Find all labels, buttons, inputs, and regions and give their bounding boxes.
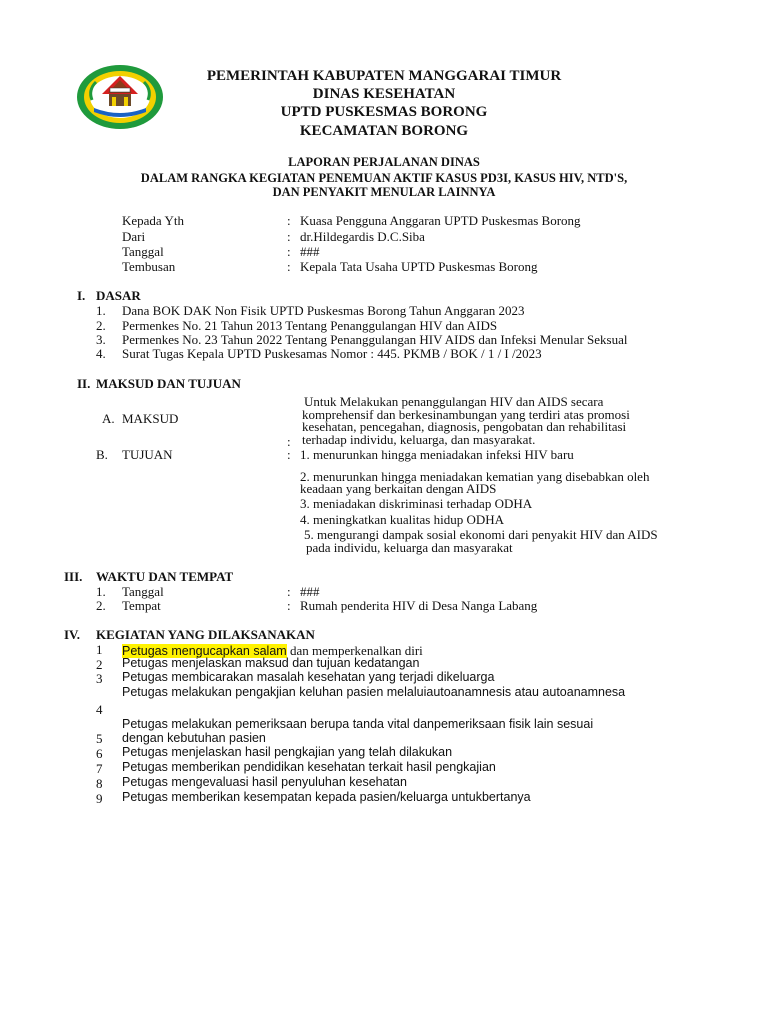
meta-sep: : (287, 229, 291, 244)
list-item: Permenkes No. 23 Tahun 2022 Tentang Penanggulangan HIV AIDS dan Infeksi Menular Seksual (122, 332, 628, 347)
list-number: 5 (96, 731, 103, 746)
list-item: Petugas melakukan pengakjian keluhan pasien melaluiautoanamnesis atau autoanamnesa (122, 685, 626, 699)
meta-value: Kuasa Pengguna Anggaran UPTD Puskesmas Borong (300, 213, 581, 228)
list-number: 8 (96, 776, 103, 791)
list-label: Tanggal (122, 584, 164, 599)
list-item: Petugas melakukan pemeriksaan berupa tanda vital danpemeriksaan fisik lain sesuai (122, 717, 594, 731)
list-item: Petugas menjelaskan hasil pengkajian yang telah dilakukan (122, 745, 453, 759)
list-item: Petugas memberikan pendidikan kesehatan terkait hasil pengkajian (122, 760, 496, 774)
list-item: Petugas memberikan kesempatan kepada pasien/keluarga untukbertanya (122, 790, 531, 804)
meta-label: Kepada Yth (122, 213, 184, 228)
tujuan-label: TUJUAN (122, 447, 173, 462)
header-line-2: DINAS KESEHATAN (312, 86, 456, 102)
list-number: 6 (96, 746, 103, 761)
maksud-text: Untuk Melakukan penanggulangan HIV dan AIDS secara (304, 394, 604, 409)
section-number: I. (77, 288, 86, 303)
meta-label: Dari (122, 229, 146, 244)
maksud-letter: A. (102, 411, 115, 426)
meta-value: dr.Hildegardis D.C.Siba (300, 229, 425, 244)
report-title: LAPORAN PERJALANAN DINAS (288, 155, 480, 169)
meta-label: Tembusan (122, 259, 176, 274)
section-heading: KEGIATAN YANG DILAKSANAKAN (96, 627, 315, 642)
tujuan-item: keadaan yang berkaitan dengan AIDS (300, 481, 497, 496)
section-heading: MAKSUD DAN TUJUAN (96, 376, 241, 391)
meta-sep: : (287, 259, 291, 274)
list-item-continued: dengan kebutuhan pasien (122, 731, 266, 745)
list-item: Petugas membicarakan masalah kesehatan yang terjadi dikeluarga (122, 670, 495, 684)
list-number: 9 (96, 791, 103, 806)
list-item: Permenkes No. 21 Tahun 2013 Tentang Penanggulangan HIV dan AIDS (122, 318, 498, 333)
tujuan-sep: : (287, 447, 291, 462)
section-heading: DASAR (96, 288, 141, 303)
maksud-label: MAKSUD (122, 411, 179, 426)
list-number: 4 (96, 702, 103, 717)
section-number: II. (77, 376, 91, 391)
header-line-3: UPTD PUSKESMAS BORONG (280, 104, 488, 120)
section-number: III. (64, 569, 83, 584)
tujuan-item: 2. menurunkan hingga meniadakan kematian yang disebabkan oleh (300, 469, 650, 484)
list-number: 7 (96, 761, 103, 776)
meta-label: Tanggal (122, 244, 164, 259)
list-number: 3. (96, 332, 106, 347)
list-item: Petugas mengevaluasi hasil penyuluhan kesehatan (122, 775, 407, 789)
meta-value: Kepala Tata Usaha UPTD Puskesmas Borong (300, 259, 538, 274)
tujuan-item: 3. meniadakan diskriminasi terhadap ODHA (300, 496, 533, 511)
tujuan-item: 4. meningkatkan kualitas hidup ODHA (300, 512, 504, 527)
meta-value: ### (300, 244, 320, 259)
section-number: IV. (64, 627, 81, 642)
header-line-4: KECAMATAN BORONG (299, 123, 469, 139)
list-item: Petugas menjelaskan maksud dan tujuan kedatangan (122, 656, 420, 670)
list-sep: : (287, 598, 291, 613)
tujuan-item: 1. menurunkan hingga meniadakan infeksi HIV baru (300, 447, 574, 462)
meta-sep: : (287, 213, 291, 228)
tujuan-item: pada individu, keluarga dan masyarakat (306, 540, 513, 555)
maksud-sep: : (287, 434, 291, 449)
list-number: 2. (96, 318, 106, 333)
list-value: ### (300, 584, 320, 599)
list-number: 1 (96, 642, 103, 657)
meta-sep: : (287, 244, 291, 259)
maksud-text: terhadap individu, keluarga, dan masyarakat. (302, 432, 536, 447)
list-number: 3 (96, 671, 103, 686)
list-item: Surat Tugas Kepala UPTD Puskesamas Nomor : 445. PKMB / BOK / 1 / I /2023 (122, 346, 542, 361)
list-item-rest: dan memperkenalkan diri (286, 643, 423, 658)
header-line-1: PEMERINTAH KABUPATEN MANGGARAI TIMUR (206, 68, 562, 84)
list-sep: : (287, 584, 291, 599)
highlighted-text: Petugas mengucapkan salam (122, 644, 287, 658)
report-subtitle-1: DALAM RANGKA KEGIATAN PENEMUAN AKTIF KASUS PD3I, KASUS HIV, NTD'S, (140, 171, 628, 185)
list-number: 4. (96, 346, 106, 361)
tujuan-letter: B. (96, 447, 108, 462)
maksud-text: kesehatan, pencegahan, diagnosis, pengobatan dan rehabilitasi (302, 419, 627, 434)
list-number: 2 (96, 657, 103, 672)
maksud-text: komprehensif dan berkesinambungan yang terdiri atas promosi (302, 407, 630, 422)
report-subtitle-2: DAN PENYAKIT MENULAR LAINNYA (272, 185, 496, 199)
list-number: 1. (96, 303, 106, 318)
list-value: Rumah penderita HIV di Desa Nanga Labang (300, 598, 538, 613)
list-number: 2. (96, 598, 106, 613)
section-heading: WAKTU DAN TEMPAT (96, 569, 234, 584)
list-label: Tempat (122, 598, 161, 613)
list-item: Dana BOK DAK Non Fisik UPTD Puskesmas Borong Tahun Anggaran 2023 (122, 303, 525, 318)
tujuan-item: 5. mengurangi dampak sosial ekonomi dari penyakit HIV dan AIDS (304, 527, 658, 542)
list-number: 1. (96, 584, 106, 599)
